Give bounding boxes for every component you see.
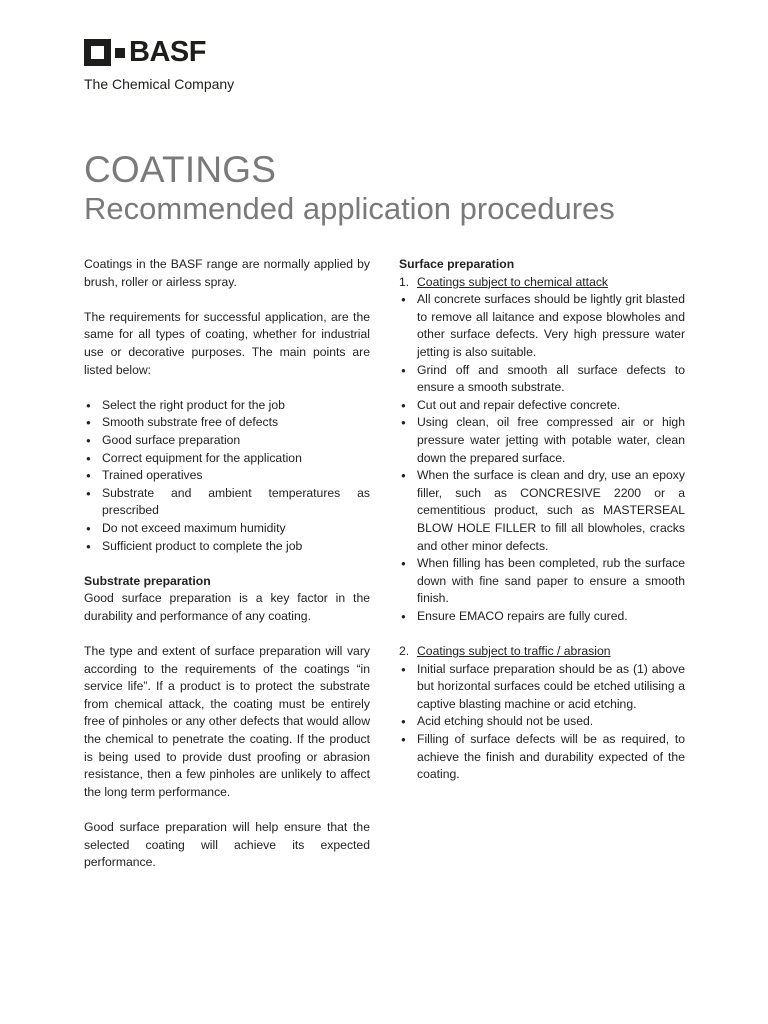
logo-outlined-square-icon xyxy=(84,39,111,66)
requirements-list xyxy=(84,397,370,555)
section-2-title xyxy=(399,643,685,661)
section-2-number: 2. xyxy=(399,644,410,659)
list-item: ● Initial surface preparation should be as (1) above but horizontal surfaces could be etched utilising a captive blasting machine or acid etching. xyxy=(399,661,685,714)
list-item: ● Using clean, oil free compressed air or high pressure water jetting with potable water, clean down the prepared surface. xyxy=(399,414,685,467)
list-item: ● Sufficient product to complete the job xyxy=(84,538,370,556)
section-2-list xyxy=(399,661,685,784)
left-column xyxy=(84,256,370,889)
list-item: ● Do not exceed maximum humidity xyxy=(84,520,370,538)
list-item: ● Filling of surface defects will be as required, to achieve the finish and durability expected of the coating. xyxy=(399,731,685,784)
substrate-paragraph-1: Good surface preparation is a key factor in the durability and performance of any coating. xyxy=(84,591,370,623)
list-item: ● Smooth substrate free of defects xyxy=(84,414,370,432)
logo-mark xyxy=(84,36,206,68)
basf-logo xyxy=(84,38,254,98)
logo-brand: BASF xyxy=(129,36,206,68)
list-item: ● Good surface preparation xyxy=(84,432,370,450)
list-item: ● Grind off and smooth all surface defects to ensure a smooth substrate. xyxy=(399,362,685,397)
substrate-paragraph-2: The type and extent of surface preparation will vary according to the requirements of the coatings “in service life”. If a product is to protect the substrate from chemical attack, the coating must be entirely free of pinholes or any other defects that would allow the chemical to penetrate the coating. If the product is being used to provide dust proofing or abrasion resistance, then a few pinholes are unlikely to affect the long term performance. xyxy=(84,644,370,799)
list-item: ● Trained operatives xyxy=(84,467,370,485)
list-item: ● Acid etching should not be used. xyxy=(399,713,685,731)
right-column xyxy=(399,256,685,801)
list-item: ● Correct equipment for the application xyxy=(84,450,370,468)
intro-paragraph-2: The requirements for successful application, are the same for all types of coating, whether for industrial use or decorative purposes. The main points are listed below: xyxy=(84,309,370,377)
logo-tagline: The Chemical Company xyxy=(84,76,235,92)
logo-small-square-icon xyxy=(115,48,125,58)
list-item: ● Ensure EMACO repairs are fully cured. xyxy=(399,608,685,626)
substrate-paragraph-3: Good surface preparation will help ensure that the selected coating will achieve its expected performance. xyxy=(84,820,370,870)
intro-paragraph-1: Coatings in the BASF range are normally applied by brush, roller or airless spray. xyxy=(84,257,370,289)
section-1-label: Coatings subject to chemical attack xyxy=(417,274,609,289)
section-2-label: Coatings subject to traffic / abrasion xyxy=(417,644,611,659)
surface-preparation-heading: Surface preparation xyxy=(399,257,515,271)
list-item: ● When the surface is clean and dry, use an epoxy filler, such as CONCRESIVE 2200 or a cementitious product, such as MASTERSEAL BLOW HOLE FILLER to fill all blowholes, cracks and other minor defects. xyxy=(399,467,685,555)
list-item: ● All concrete surfaces should be lightly grit blasted to remove all laitance and expose blowholes and other surface defects. Very high pressure water jetting is also suitable. xyxy=(399,291,685,361)
section-1-list xyxy=(399,291,685,625)
page-subtitle: Recommended application procedures xyxy=(84,191,615,226)
list-item: ● Substrate and ambient temperatures as prescribed xyxy=(84,485,370,520)
page-title: COATINGS xyxy=(84,149,277,190)
list-item: ● When filling has been completed, rub the surface down with fine sand paper to ensure a smooth finish. xyxy=(399,555,685,608)
substrate-heading: Substrate preparation xyxy=(84,573,211,588)
section-1-title xyxy=(399,274,685,292)
list-item: ● Cut out and repair defective concrete. xyxy=(399,397,685,415)
section-1-number: 1. xyxy=(399,274,410,289)
list-item: ● Select the right product for the job xyxy=(84,397,370,415)
